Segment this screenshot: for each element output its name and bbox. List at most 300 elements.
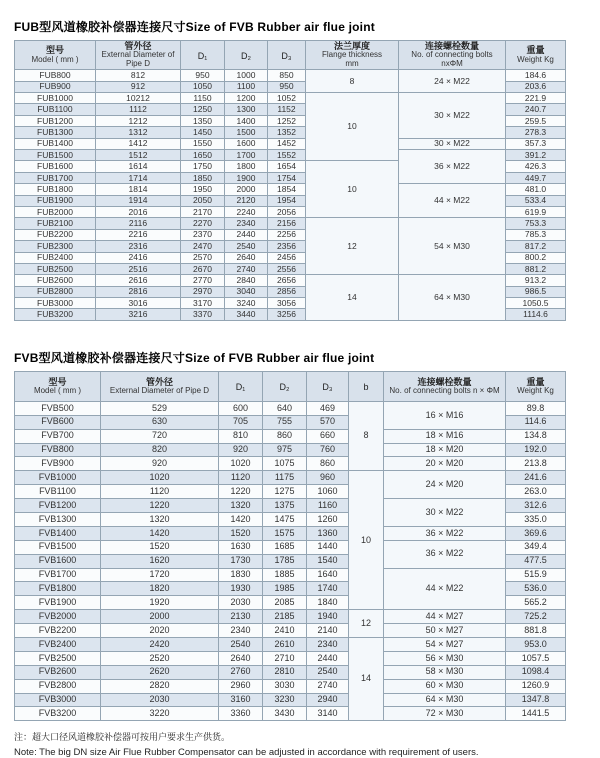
weight-cell: 312.6	[506, 499, 566, 513]
model-cell: FUB2800	[15, 286, 96, 297]
ext-diameter-cell: 812	[96, 70, 181, 81]
d3-cell: 1052	[268, 93, 306, 104]
model-cell: FUB2100	[15, 218, 96, 229]
weight-cell: 1114.6	[506, 309, 566, 320]
ext-diameter-cell: 1614	[96, 161, 181, 172]
note-chinese: 注：超大口径风道橡胶补偿器可按用户要求生产供货。	[14, 732, 231, 743]
header-model	[15, 371, 101, 401]
d2-cell: 2740	[225, 263, 268, 274]
fvb-table-header	[15, 371, 566, 401]
fub-table-body	[15, 70, 566, 321]
d2-cell: 2120	[225, 195, 268, 206]
weight-cell: 1260.9	[506, 679, 566, 693]
header-d2-label: D₂	[279, 382, 290, 393]
model-cell: FUB3200	[15, 309, 96, 320]
model-cell: FUB2000	[15, 206, 96, 217]
header-ext-cn: 管外径	[145, 376, 173, 387]
header-d3-label: D₃	[281, 51, 292, 62]
model-cell: FUB1100	[15, 104, 96, 115]
b-cell: 10	[349, 471, 384, 610]
model-cell: FVB2500	[15, 651, 101, 665]
table-row	[15, 471, 566, 485]
d2-cell: 1500	[225, 127, 268, 138]
d1-cell: 810	[219, 429, 263, 443]
d1-cell: 1950	[181, 184, 225, 195]
d2-cell: 1575	[263, 526, 307, 540]
d2-cell: 1900	[225, 172, 268, 183]
model-cell: FUB1900	[15, 195, 96, 206]
d1-cell: 3170	[181, 298, 225, 309]
weight-cell: 349.4	[506, 540, 566, 554]
d1-cell: 2030	[219, 596, 263, 610]
model-cell: FVB1200	[15, 499, 101, 513]
header-d1-label: D₁	[197, 51, 208, 62]
table-row	[15, 93, 566, 104]
bolts-cell: 44 × M22	[399, 184, 506, 218]
weight-cell: 134.8	[506, 429, 566, 443]
ext-diameter-cell: 2000	[101, 610, 219, 624]
d3-cell: 2740	[307, 679, 349, 693]
model-cell: FUB1800	[15, 184, 96, 195]
d3-cell: 860	[307, 457, 349, 471]
header-model	[15, 41, 96, 70]
d3-cell: 1160	[307, 499, 349, 513]
bolts-cell: 64 × M30	[384, 693, 506, 707]
table-row	[15, 70, 566, 81]
d2-cell: 3440	[225, 309, 268, 320]
model-cell: FVB1900	[15, 596, 101, 610]
weight-cell: 449.7	[506, 172, 566, 183]
header-bolts	[384, 371, 506, 401]
d3-cell: 1740	[307, 582, 349, 596]
weight-cell: 619.9	[506, 206, 566, 217]
d3-cell: 1360	[307, 526, 349, 540]
model-cell: FVB2400	[15, 637, 101, 651]
d3-cell: 2556	[268, 263, 306, 274]
d3-cell: 1252	[268, 115, 306, 126]
d1-cell: 920	[219, 443, 263, 457]
weight-cell: 213.8	[506, 457, 566, 471]
d1-cell: 1750	[181, 161, 225, 172]
ext-diameter-cell: 1814	[96, 184, 181, 195]
d2-cell: 1400	[225, 115, 268, 126]
d3-cell: 2056	[268, 206, 306, 217]
ext-diameter-cell: 1914	[96, 195, 181, 206]
ext-diameter-cell: 2316	[96, 241, 181, 252]
model-cell: FVB1700	[15, 568, 101, 582]
model-cell: FVB2600	[15, 665, 101, 679]
model-cell: FVB1600	[15, 554, 101, 568]
weight-cell: 565.2	[506, 596, 566, 610]
model-cell: FVB1500	[15, 540, 101, 554]
ext-diameter-cell: 3016	[96, 298, 181, 309]
d3-cell: 1060	[307, 485, 349, 499]
d3-cell: 2940	[307, 693, 349, 707]
d1-cell: 2050	[181, 195, 225, 206]
d1-cell: 2570	[181, 252, 225, 263]
header-flange-cn: 法兰厚度	[333, 41, 370, 51]
d1-cell: 1520	[219, 526, 263, 540]
ext-diameter-cell: 1714	[96, 172, 181, 183]
weight-cell: 192.0	[506, 443, 566, 457]
weight-cell: 800.2	[506, 252, 566, 263]
d3-cell: 2156	[268, 218, 306, 229]
table-row	[15, 693, 566, 707]
header-bolts-en: No. of connecting bolts	[411, 50, 493, 60]
d2-cell: 1275	[263, 485, 307, 499]
weight-cell: 426.3	[506, 161, 566, 172]
weight-cell: 241.6	[506, 471, 566, 485]
bolts-cell: 18 × M16	[384, 429, 506, 443]
model-cell: FVB2800	[15, 679, 101, 693]
d1-cell: 1650	[181, 149, 225, 160]
bolts-cell: 58 × M30	[384, 665, 506, 679]
ext-diameter-cell: 1512	[96, 149, 181, 160]
table-row	[15, 568, 566, 582]
header-ext-en: External Diameter of Pipe D	[101, 50, 175, 69]
weight-cell: 263.0	[506, 485, 566, 499]
d3-cell: 1654	[268, 161, 306, 172]
d1-cell: 1150	[181, 93, 225, 104]
d1-cell: 2470	[181, 241, 225, 252]
header-weight	[506, 371, 566, 401]
d2-cell: 1375	[263, 499, 307, 513]
d3-cell: 1552	[268, 149, 306, 160]
d1-cell: 1550	[181, 138, 225, 149]
header-ext-cn: 管外径	[124, 41, 152, 51]
ext-diameter-cell: 1820	[101, 582, 219, 596]
weight-cell: 391.2	[506, 149, 566, 160]
d2-cell: 1175	[263, 471, 307, 485]
table-row	[15, 624, 566, 638]
header-ext-diameter	[96, 41, 181, 70]
d1-cell: 1220	[219, 485, 263, 499]
bolts-cell: 72 × M30	[384, 707, 506, 721]
table-row	[15, 707, 566, 721]
model-cell: FVB3200	[15, 707, 101, 721]
d3-cell: 760	[307, 443, 349, 457]
ext-diameter-cell: 10212	[96, 93, 181, 104]
header-b	[349, 371, 384, 401]
fub-table-header	[15, 41, 566, 70]
ext-diameter-cell: 820	[101, 443, 219, 457]
weight-cell: 240.7	[506, 104, 566, 115]
ext-diameter-cell: 2416	[96, 252, 181, 263]
d1-cell: 1830	[219, 568, 263, 582]
bolts-cell: 36 × M22	[384, 540, 506, 568]
d1-cell: 3360	[219, 707, 263, 721]
weight-cell: 89.8	[506, 401, 566, 415]
table-row	[15, 218, 566, 229]
header-model-en: Model ( mm )	[31, 54, 79, 64]
d2-cell: 2185	[263, 610, 307, 624]
b-cell: 12	[349, 610, 384, 638]
bolts-cell: 64 × M30	[399, 275, 506, 321]
bolts-cell: 20 × M20	[384, 457, 506, 471]
model-cell: FUB2300	[15, 241, 96, 252]
d2-cell: 1300	[225, 104, 268, 115]
weight-cell: 114.6	[506, 415, 566, 429]
weight-cell: 1050.5	[506, 298, 566, 309]
ext-diameter-cell: 630	[101, 415, 219, 429]
weight-cell: 1347.8	[506, 693, 566, 707]
d3-cell: 2340	[307, 637, 349, 651]
d3-cell: 950	[268, 81, 306, 92]
model-cell: FVB3000	[15, 693, 101, 707]
weight-cell: 986.5	[506, 286, 566, 297]
d2-cell: 1800	[225, 161, 268, 172]
d3-cell: 1440	[307, 540, 349, 554]
d2-cell: 2840	[225, 275, 268, 286]
d1-cell: 1020	[219, 457, 263, 471]
model-cell: FUB3000	[15, 298, 96, 309]
d1-cell: 1120	[219, 471, 263, 485]
d3-cell: 2656	[268, 275, 306, 286]
weight-cell: 481.0	[506, 184, 566, 195]
d2-cell: 1985	[263, 582, 307, 596]
model-cell: FUB1600	[15, 161, 96, 172]
d1-cell: 950	[181, 70, 225, 81]
ext-diameter-cell: 1412	[96, 138, 181, 149]
d2-cell: 2540	[225, 241, 268, 252]
ext-diameter-cell: 2816	[96, 286, 181, 297]
weight-cell: 881.2	[506, 263, 566, 274]
bolts-cell: 60 × M30	[384, 679, 506, 693]
d1-cell: 2130	[219, 610, 263, 624]
header-weight-en: Weight Kg	[517, 54, 554, 64]
d3-cell: 2256	[268, 229, 306, 240]
model-cell: FVB2000	[15, 610, 101, 624]
table-row	[15, 275, 566, 286]
header-d3	[307, 371, 349, 401]
header-flange-thickness	[306, 41, 399, 70]
table-row	[15, 138, 566, 149]
ext-diameter-cell: 2216	[96, 229, 181, 240]
model-cell: FUB1000	[15, 93, 96, 104]
model-cell: FUB1200	[15, 115, 96, 126]
d3-cell: 3140	[307, 707, 349, 721]
b-cell: 8	[349, 401, 384, 470]
header-d1-label: D₁	[235, 382, 246, 393]
d3-cell: 960	[307, 471, 349, 485]
d1-cell: 2970	[181, 286, 225, 297]
d3-cell: 1452	[268, 138, 306, 149]
ext-diameter-cell: 1312	[96, 127, 181, 138]
d2-cell: 755	[263, 415, 307, 429]
bolts-cell: 30 × M22	[399, 138, 506, 149]
bolts-cell: 56 × M30	[384, 651, 506, 665]
bolts-cell: 36 × M22	[399, 149, 506, 183]
header-flange-en: Flange thickness	[321, 50, 383, 60]
ext-diameter-cell: 1420	[101, 526, 219, 540]
d1-cell: 2640	[219, 651, 263, 665]
header-d3-label: D₃	[322, 382, 333, 393]
ext-diameter-cell: 1520	[101, 540, 219, 554]
weight-cell: 953.0	[506, 637, 566, 651]
model-cell: FUB1500	[15, 149, 96, 160]
weight-cell: 533.4	[506, 195, 566, 206]
d2-cell: 2240	[225, 206, 268, 217]
d2-cell: 1200	[225, 93, 268, 104]
d3-cell: 2540	[307, 665, 349, 679]
d1-cell: 1050	[181, 81, 225, 92]
d2-cell: 2610	[263, 637, 307, 651]
table-row	[15, 610, 566, 624]
ext-diameter-cell: 2420	[101, 637, 219, 651]
d3-cell: 1754	[268, 172, 306, 183]
d1-cell: 2960	[219, 679, 263, 693]
header-bolts-cn: 连接螺栓数量	[417, 376, 472, 387]
d2-cell: 860	[263, 429, 307, 443]
d3-cell: 1840	[307, 596, 349, 610]
weight-cell: 221.9	[506, 93, 566, 104]
d3-cell: 2856	[268, 286, 306, 297]
header-bolts-cn: 连接螺栓数量	[424, 41, 479, 51]
d2-cell: 2640	[225, 252, 268, 263]
d2-cell: 3430	[263, 707, 307, 721]
model-cell: FVB1000	[15, 471, 101, 485]
d3-cell: 2140	[307, 624, 349, 638]
header-model-cn: 型号	[48, 376, 67, 387]
table-row	[15, 665, 566, 679]
d3-cell: 2356	[268, 241, 306, 252]
fvb-table-body	[15, 401, 566, 720]
weight-cell: 1098.4	[506, 665, 566, 679]
header-weight-en: Weight Kg	[517, 386, 554, 396]
header-weight-cn: 重量	[526, 45, 545, 56]
model-cell: FUB1300	[15, 127, 96, 138]
header-d1	[181, 41, 225, 70]
header-d2	[263, 371, 307, 401]
bolts-cell: 16 × M16	[384, 401, 506, 429]
weight-cell: 913.2	[506, 275, 566, 286]
header-d1	[219, 371, 263, 401]
d3-cell: 1854	[268, 184, 306, 195]
model-cell: FUB800	[15, 70, 96, 81]
d2-cell: 2440	[225, 229, 268, 240]
weight-cell: 785.3	[506, 229, 566, 240]
model-cell: FVB700	[15, 429, 101, 443]
header-model-cn: 型号	[45, 45, 64, 56]
flange-thickness-cell: 12	[306, 218, 399, 275]
d1-cell: 705	[219, 415, 263, 429]
d1-cell: 2760	[219, 665, 263, 679]
b-cell: 14	[349, 637, 384, 720]
d3-cell: 1640	[307, 568, 349, 582]
header-bolts-en: No. of connecting bolts n × ΦM	[389, 386, 500, 396]
weight-cell: 725.2	[506, 610, 566, 624]
d1-cell: 1630	[219, 540, 263, 554]
weight-cell: 515.9	[506, 568, 566, 582]
d3-cell: 1352	[268, 127, 306, 138]
bolts-cell: 44 × M22	[384, 568, 506, 610]
d1-cell: 2170	[181, 206, 225, 217]
ext-diameter-cell: 2030	[101, 693, 219, 707]
d3-cell: 2456	[268, 252, 306, 263]
d3-cell: 3256	[268, 309, 306, 320]
d2-cell: 1100	[225, 81, 268, 92]
ext-diameter-cell: 2020	[101, 624, 219, 638]
d3-cell: 1540	[307, 554, 349, 568]
d2-cell: 975	[263, 443, 307, 457]
header-bolts-unit: nxΦM	[441, 59, 463, 69]
weight-cell: 259.5	[506, 115, 566, 126]
model-cell: FVB500	[15, 401, 101, 415]
model-cell: FVB900	[15, 457, 101, 471]
ext-diameter-cell: 920	[101, 457, 219, 471]
weight-cell: 817.2	[506, 241, 566, 252]
d2-cell: 640	[263, 401, 307, 415]
weight-cell: 184.6	[506, 70, 566, 81]
table-row	[15, 499, 566, 513]
bolts-cell: 36 × M22	[384, 526, 506, 540]
d2-cell: 3040	[225, 286, 268, 297]
d3-cell: 2440	[307, 651, 349, 665]
d1-cell: 1250	[181, 104, 225, 115]
d2-cell: 2340	[225, 218, 268, 229]
d3-cell: 1940	[307, 610, 349, 624]
d2-cell: 1000	[225, 70, 268, 81]
d1-cell: 3370	[181, 309, 225, 320]
ext-diameter-cell: 1920	[101, 596, 219, 610]
header-ext-diameter	[101, 371, 219, 401]
d2-cell: 1885	[263, 568, 307, 582]
model-cell: FUB2400	[15, 252, 96, 263]
ext-diameter-cell: 1720	[101, 568, 219, 582]
d2-cell: 1475	[263, 512, 307, 526]
table-row	[15, 679, 566, 693]
d2-cell: 1600	[225, 138, 268, 149]
weight-cell: 881.8	[506, 624, 566, 638]
d3-cell: 570	[307, 415, 349, 429]
ext-diameter-cell: 2620	[101, 665, 219, 679]
header-b-label: b	[363, 382, 369, 393]
fvb-table-title: FVB型风道橡胶补偿器连接尺寸Size of FVB Rubber air flue joint	[14, 350, 375, 365]
model-cell: FVB800	[15, 443, 101, 457]
bolts-cell: 44 × M27	[384, 610, 506, 624]
d2-cell: 1075	[263, 457, 307, 471]
table-row	[15, 184, 566, 195]
d1-cell: 1420	[219, 512, 263, 526]
flange-thickness-cell: 10	[306, 93, 399, 161]
header-d3	[268, 41, 306, 70]
weight-cell: 753.3	[506, 218, 566, 229]
table-row	[15, 637, 566, 651]
ext-diameter-cell: 1320	[101, 512, 219, 526]
ext-diameter-cell: 3216	[96, 309, 181, 320]
d3-cell: 660	[307, 429, 349, 443]
bolts-cell: 50 × M27	[384, 624, 506, 638]
d1-cell: 2540	[219, 637, 263, 651]
ext-diameter-cell: 2820	[101, 679, 219, 693]
d2-cell: 2410	[263, 624, 307, 638]
bolts-cell: 30 × M22	[399, 93, 506, 139]
d2-cell: 1685	[263, 540, 307, 554]
d1-cell: 2670	[181, 263, 225, 274]
d1-cell: 2770	[181, 275, 225, 286]
flange-thickness-cell: 8	[306, 70, 399, 93]
header-flange-unit: mm	[345, 59, 359, 69]
footnotes	[14, 730, 586, 758]
table-row	[15, 526, 566, 540]
header-weight-cn: 重量	[526, 376, 545, 387]
d2-cell: 3030	[263, 679, 307, 693]
model-cell: FVB1800	[15, 582, 101, 596]
weight-cell: 369.6	[506, 526, 566, 540]
d2-cell: 3240	[225, 298, 268, 309]
ext-diameter-cell: 720	[101, 429, 219, 443]
d2-cell: 2085	[263, 596, 307, 610]
